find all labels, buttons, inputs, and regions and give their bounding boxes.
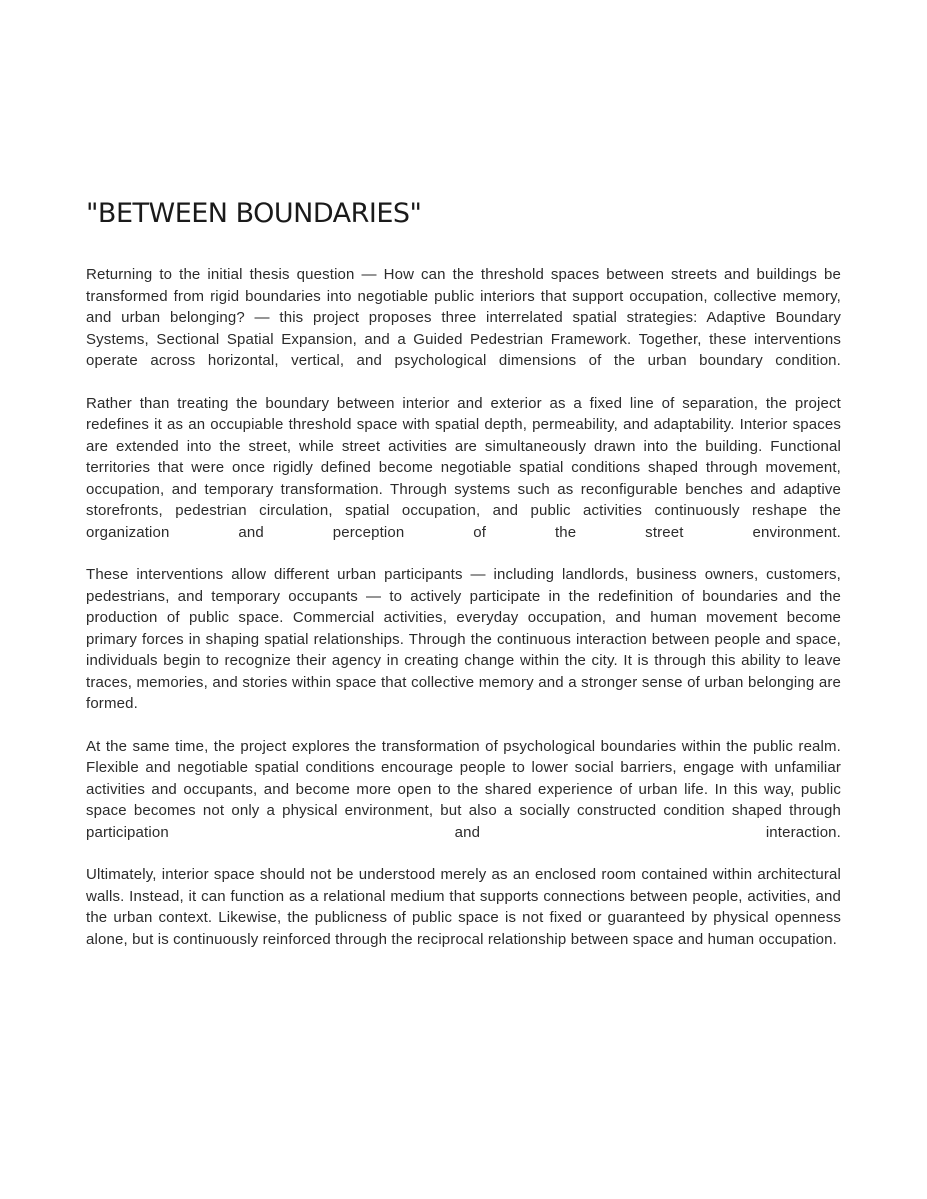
document-page: [86, 196, 841, 971]
paragraph-conclusion: Ultimately, interior space should not be understood merely as an enclosed room contained within architectural walls. Instead, it can function as a relational medium that supports connections between people, activities, and the urban context. Likewise, the publicness of public space is not fixed or guaranteed by physical openness alone, but is continuously reinforced through the reciprocal relationship between space and human occupation.: [86, 866, 841, 948]
paragraph-boundary-redefinition: Rather than treating the boundary between interior and exterior as a fixed line of separation, the project redefines it as an occupiable threshold space with spatial depth, permeability, and adaptability. Interior spaces are extended into the street, while street activities are simultaneously drawn into the building. Functional territories that were once rigidly defined become negotiable spatial conditions shaped through movement, occupation, and temporary transformation. Through systems such as reconfigurable benches and adaptive storefronts, pedestrian circulation, spatial occupation, and public activities continuously reshape the organization and perception of the street environment.: [86, 394, 841, 541]
paragraph-thesis-question: Returning to the initial thesis question — How can the threshold spaces between streets and buildings be transformed from rigid boundaries into negotiable public interiors that support occupation, collective memory, and urban belonging? — this project proposes three interrelated spatial strategies: Adaptive Boundary Systems, Sectional Spatial Expansion, and a Guided Pedestrian Framework. Together, these interventions operate across horizontal, vertical, and psychological dimensions of the urban boundary condition.: [86, 266, 841, 369]
paragraph-psychological-boundaries: At the same time, the project explores the transformation of psychological boundaries within the public realm. Flexible and negotiable spatial conditions encourage people to lower social barriers, engage with unfamiliar activities and occupants, and become more open to the shared experience of urban life. In this way, public space becomes not only a physical environment, but also a socially constructed condition shaped through participation and interaction.: [86, 737, 841, 841]
paragraph-urban-participants: These interventions allow different urban participants — including landlords, business owners, customers, pedestrians, and temporary occupants — to actively participate in the redefinition of boundaries and the production of public space. Commercial activities, everyday occupation, and human movement become primary forces in shaping spatial relationships. Through the continuous interaction between people and space, individuals begin to recognize their agency in creating change within the city. It is through this ability to leave traces, memories, and stories within space that collective memory and a stronger sense of urban belonging are formed.: [86, 566, 841, 712]
page-title: "BETWEEN BOUNDARIES": [86, 198, 422, 229]
